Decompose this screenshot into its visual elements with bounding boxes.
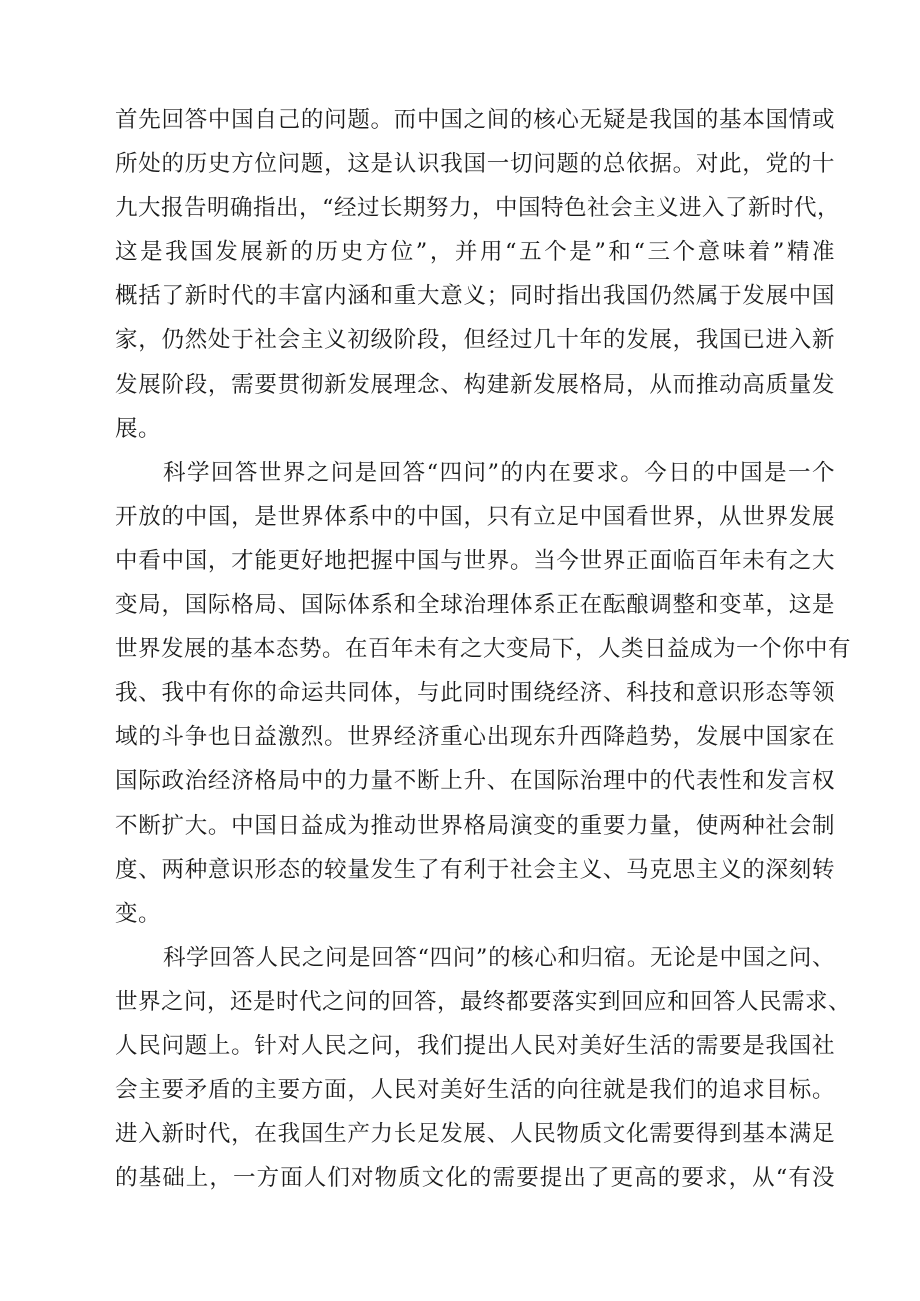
text-line: 发展阶段，需要贯彻新发展理念、构建新发展格局，从而推动高质量发 <box>115 371 835 398</box>
text-line: 所处的历史方位问题，这是认识我国一切问题的总依据。对此，党的十 <box>115 151 835 178</box>
document-body <box>115 98 852 1200</box>
text-line: 我、我中有你的命运共同体，与此同时围绕经济、科技和意识形态等领 <box>115 680 835 707</box>
paragraph-1 <box>115 98 841 451</box>
text-line: 进入新时代，在我国生产力长足发展、人民物质文化需要得到基本满足 <box>115 1121 835 1148</box>
text-line: 变。 <box>115 900 162 927</box>
text-line: 人民问题上。针对人民之问，我们提出人民对美好生活的需要是我国社 <box>115 1032 835 1059</box>
text-line: 的基础上，一方面人们对物质文化的需要提出了更高的要求，从“有没 <box>115 1165 835 1192</box>
text-line: 变局，国际格局、国际体系和全球治理体系正在酝酿调整和变革，这是 <box>115 592 835 619</box>
paragraph-2 <box>115 451 852 936</box>
text-line: 展。 <box>115 415 162 442</box>
text-line: 这是我国发展新的历史方位”，并用“五个是”和“三个意味着”精准 <box>115 239 835 266</box>
text-line: 科学回答人民之问是回答“四问”的核心和归宿。无论是中国之问、 <box>163 944 835 971</box>
text-line: 九大报告明确指出，“经过长期努力，中国特色社会主义进入了新时代， <box>115 195 841 222</box>
text-line: 中看中国，才能更好地把握中国与世界。当今世界正面临百年未有之大 <box>115 547 835 574</box>
text-line: 开放的中国，是世界体系中的中国，只有立足中国看世界，从世界发展 <box>115 503 835 530</box>
text-line: 度、两种意识形态的较量发生了有利于社会主义、马克思主义的深刻转 <box>115 856 835 883</box>
text-line: 首先回答中国自己的问题。而中国之间的核心无疑是我国的基本国情或 <box>115 107 835 133</box>
text-line: 家，仍然处于社会主义初级阶段，但经过几十年的发展，我国已进入新 <box>115 327 835 354</box>
text-line: 域的斗争也日益激烈。世界经济重心出现东升西降趋势，发展中国家在 <box>115 724 835 751</box>
text-line: 不断扩大。中国日益成为推动世界格局演变的重要力量，使两种社会制 <box>115 812 835 839</box>
text-line: 世界发展的基本态势。在百年未有之大变局下，人类日益成为一个你中有 <box>115 636 852 663</box>
paragraph-3 <box>115 936 852 1201</box>
text-line: 世界之问，还是时代之问的回答，最终都要落实到回应和回答人民需求、 <box>115 988 852 1015</box>
text-line: 科学回答世界之问是回答“四问”的内在要求。今日的中国是一个 <box>163 459 835 486</box>
text-line: 国际政治经济格局中的力量不断上升、在国际治理中的代表性和发言权 <box>115 768 835 795</box>
text-line: 概括了新时代的丰富内涵和重大意义；同时指出我国仍然属于发展中国 <box>115 283 835 310</box>
text-line: 会主要矛盾的主要方面，人民对美好生活的向往就是我们的追求目标。 <box>115 1077 835 1104</box>
